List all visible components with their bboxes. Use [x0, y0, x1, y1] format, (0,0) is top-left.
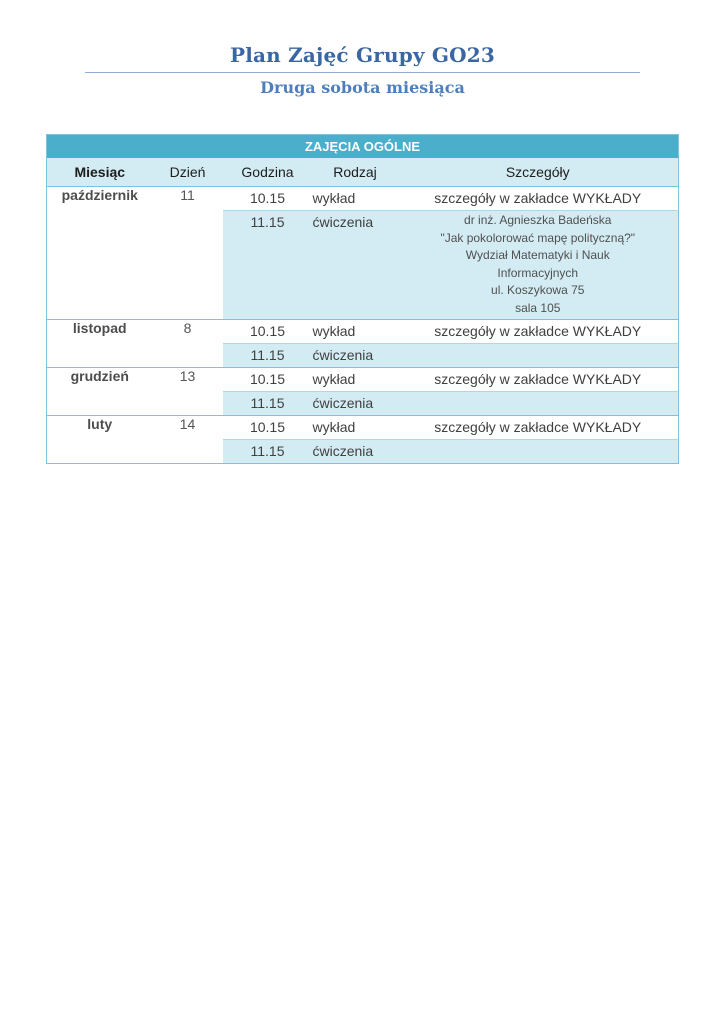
- section-header: ZAJĘCIA OGÓLNE: [47, 135, 679, 159]
- table-row: [47, 416, 679, 440]
- details-cell: szczegóły w zakładce WYKŁADY: [398, 416, 679, 440]
- kind-cell: wykład: [313, 416, 398, 440]
- month-cell: luty: [47, 416, 153, 464]
- hour-cell: 11.15: [223, 440, 313, 464]
- page-subtitle: Druga sobota miesiąca: [260, 78, 465, 97]
- kind-cell: ćwiczenia: [313, 211, 398, 320]
- details-cell: szczegóły w zakładce WYKŁADY: [398, 368, 679, 392]
- kind-cell: wykład: [313, 187, 398, 211]
- day-cell: 11: [153, 187, 223, 320]
- details-cell: [398, 344, 679, 368]
- table-row: [47, 187, 679, 211]
- month-cell: grudzień: [47, 368, 153, 416]
- table-row: [47, 368, 679, 392]
- page-title: Plan Zajęć Grupy GO23: [229, 43, 496, 67]
- faculty-line-1: Wydział Matematyki i Nauk: [465, 248, 610, 262]
- hour-cell: 11.15: [223, 344, 313, 368]
- faculty-line-2: Informacyjnych: [497, 265, 579, 280]
- month-cell: listopad: [47, 320, 153, 368]
- details-cell: [398, 211, 679, 320]
- hour-cell: 11.15: [223, 392, 313, 416]
- title-divider: [85, 72, 640, 73]
- topic-title: "Jak pokolorować mapę polityczną?": [440, 230, 636, 245]
- hour-cell: 10.15: [223, 320, 313, 344]
- details-cell: szczegóły w zakładce WYKŁADY: [398, 320, 679, 344]
- kind-cell: ćwiczenia: [313, 392, 398, 416]
- details-cell: [398, 440, 679, 464]
- kind-cell: wykład: [313, 320, 398, 344]
- room: sala 105: [515, 300, 561, 315]
- schedule-table: [46, 134, 679, 464]
- lecturer-name: dr inż. Agnieszka Badeńska: [464, 213, 612, 227]
- table-row: [47, 320, 679, 344]
- column-header-day: Dzień: [153, 158, 223, 187]
- day-cell: 14: [153, 416, 223, 464]
- kind-cell: wykład: [313, 368, 398, 392]
- hour-cell: 10.15: [223, 416, 313, 440]
- column-header-month: Miesiąc: [47, 158, 153, 187]
- details-cell: [398, 392, 679, 416]
- address: ul. Koszykowa 75: [491, 283, 585, 297]
- column-header-details: Szczegóły: [398, 158, 679, 187]
- hour-cell: 10.15: [223, 368, 313, 392]
- hour-cell: 10.15: [223, 187, 313, 211]
- details-cell: szczegóły w zakładce WYKŁADY: [398, 187, 679, 211]
- kind-cell: ćwiczenia: [313, 440, 398, 464]
- column-header-hour: Godzina: [223, 158, 313, 187]
- column-header-kind: Rodzaj: [313, 158, 398, 187]
- exercise-details: [398, 211, 679, 319]
- day-cell: 13: [153, 368, 223, 416]
- hour-cell: 11.15: [223, 211, 313, 320]
- kind-cell: ćwiczenia: [313, 344, 398, 368]
- month-cell: październik: [47, 187, 153, 320]
- day-cell: 8: [153, 320, 223, 368]
